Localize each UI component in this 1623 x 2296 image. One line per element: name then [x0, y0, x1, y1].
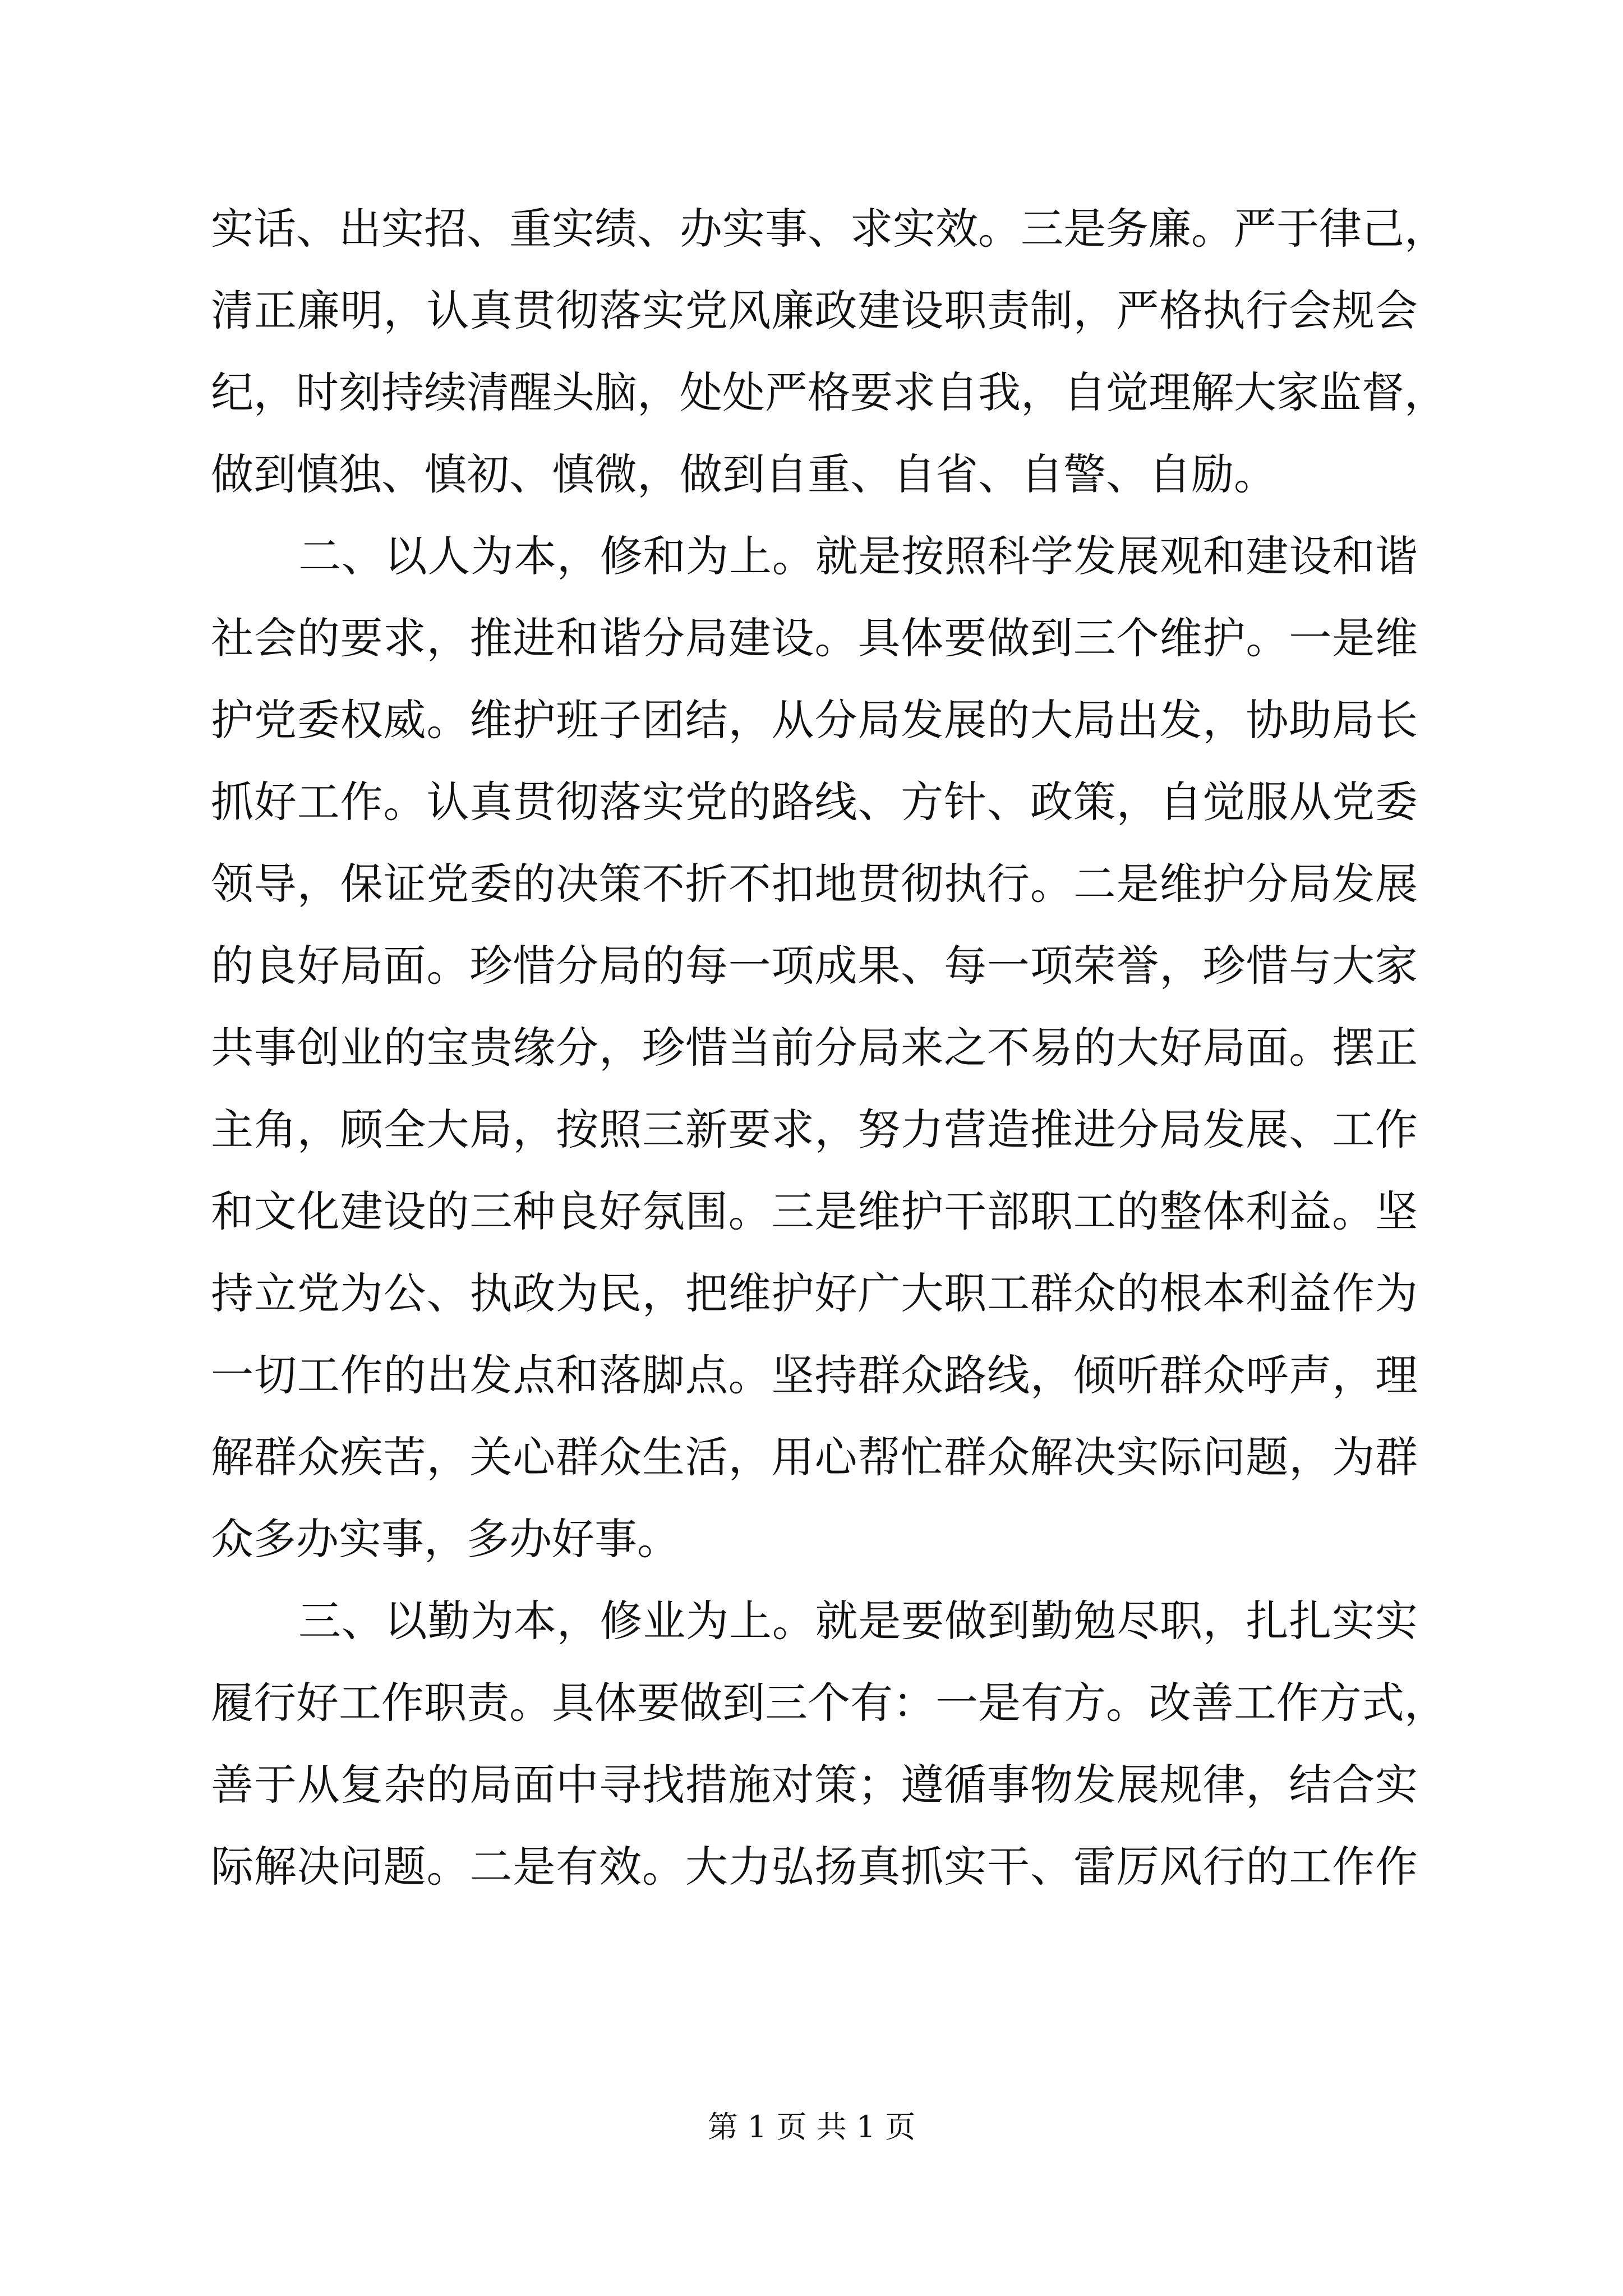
text-line: 的良好局面。珍惜分局的每一项成果、每一项荣誉，珍惜与大家 — [211, 941, 1418, 991]
text-line: 护党委权威。维护班子团结，从分局发展的大局出发，协助局长 — [211, 695, 1418, 745]
text-line: 纪，时刻持续清醒头脑，处处严格要求自我，自觉理解大家监督， — [211, 367, 1447, 417]
text-line: 主角，顾全大局，按照三新要求，努力营造推进分局发展、工作 — [211, 1105, 1418, 1154]
page-number-footer: 第 1 页 共 1 页 — [707, 2109, 916, 2145]
text-line: 持立党为公、执政为民，把维护好广大职工群众的根本利益作为 — [211, 1268, 1418, 1318]
text-line: 清正廉明，认真贯彻落实党风廉政建设职责制，严格执行会规会 — [211, 286, 1418, 335]
text-line: 际解决问题。二是有效。大力弘扬真抓实干、雷厉风行的工作作 — [211, 1842, 1418, 1892]
text-line: 做到慎独、慎初、慎微，做到自重、自省、自警、自励。 — [211, 449, 1276, 499]
text-line: 众多办实事，多办好事。 — [211, 1514, 680, 1564]
paragraph-first-line: 三、以勤为本，修业为上。就是要做到勤勉尽职，扎扎实实 — [298, 1596, 1418, 1646]
document-body — [211, 188, 1447, 1908]
text-line: 抓好工作。认真贯彻落实党的路线、方针、政策，自觉服从党委 — [211, 777, 1418, 827]
text-line: 社会的要求，推进和谐分局建设。具体要做到三个维护。一是维 — [211, 613, 1418, 663]
text-line: 一切工作的出发点和落脚点。坚持群众路线，倾听群众呼声，理 — [211, 1350, 1418, 1400]
text-line: 善于从复杂的局面中寻找措施对策；遵循事物发展规律，结合实 — [211, 1760, 1418, 1810]
text-line: 和文化建设的三种良好氛围。三是维护干部职工的整体利益。坚 — [211, 1186, 1418, 1236]
text-line: 解群众疾苦，关心群众生活，用心帮忙群众解决实际问题，为群 — [211, 1432, 1418, 1482]
text-line: 实话、出实招、重实绩、办实事、求实效。三是务廉。严于律己， — [211, 204, 1447, 254]
text-line: 共事创业的宝贵缘分，珍惜当前分局来之不易的大好局面。摆正 — [211, 1023, 1418, 1073]
text-line: 履行好工作职责。具体要做到三个有：一是有方。改善工作方式， — [211, 1678, 1447, 1728]
text-line: 领导，保证党委的决策不折不扣地贯彻执行。二是维护分局发展 — [211, 859, 1418, 909]
paragraph-first-line: 二、以人为本，修和为上。就是按照科学发展观和建设和谐 — [298, 531, 1418, 581]
